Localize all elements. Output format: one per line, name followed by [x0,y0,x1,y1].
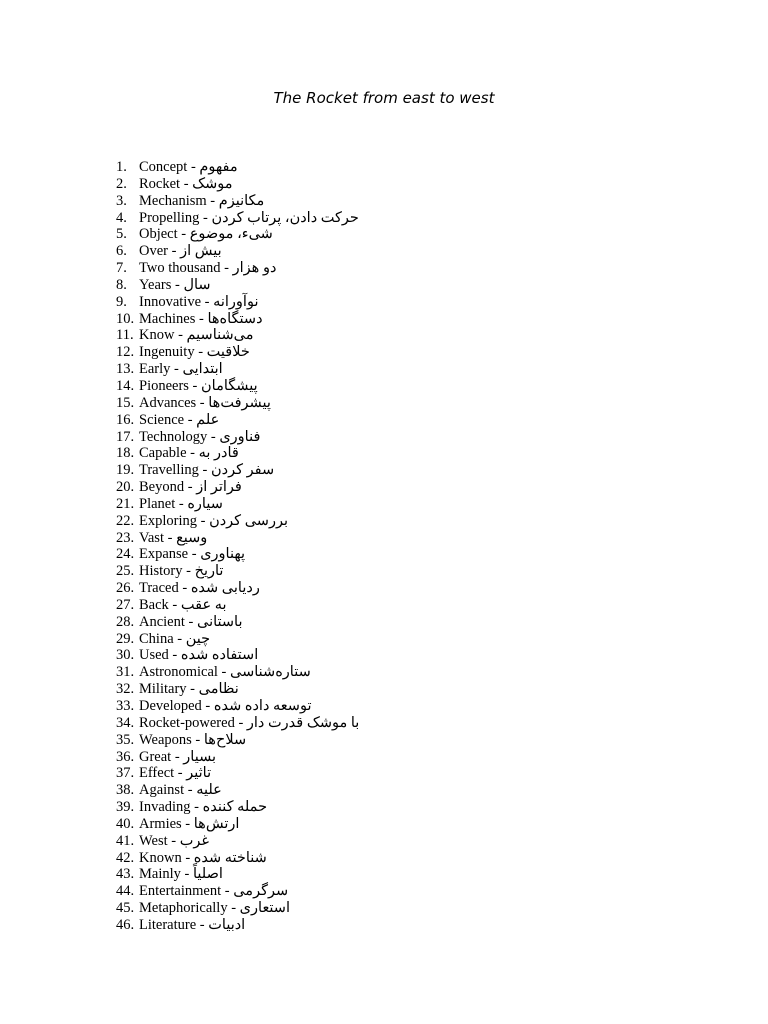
list-item [116,597,359,614]
list-item-text: Beyond - فراتر از [139,479,242,496]
list-item [116,866,359,883]
list-item-text: Science - علم [139,411,220,428]
list-item-number: 42. [116,849,135,866]
list-item-number: 26. [116,580,135,597]
list-item-number: 32. [116,681,135,698]
list-item-number: 18. [116,445,135,462]
list-item-text: Invading - حمله کننده [139,799,268,816]
list-item [116,732,359,749]
list-item-number: 38. [116,782,135,799]
vocabulary-list [116,159,359,934]
list-item-text: Concept - مفهوم [139,159,238,175]
list-item-text: Object - شیء، موضوع [139,226,273,243]
list-item-number: 1. [116,159,127,175]
list-item-number: 39. [116,799,135,816]
list-item-number: 9. [116,293,127,310]
list-item-text: Machines - دستگاه‌ها [139,310,263,327]
list-item-number: 21. [116,495,135,512]
list-item [116,749,359,766]
list-item-text: Military - نظامی [139,681,239,698]
list-item [116,243,359,260]
list-item-text: Weapons - سلاح‌ها [139,731,247,748]
list-item [116,816,359,833]
list-item-number: 45. [116,900,135,917]
list-item-text: Traced - ردیابی شده [139,580,260,597]
list-item [116,311,359,328]
list-item-text: Technology - فناوری [139,428,261,445]
list-item-number: 4. [116,209,127,226]
list-item-number: 34. [116,714,135,731]
list-item [116,462,359,479]
list-item-text: History - تاریخ [139,563,224,580]
list-item-text: Pioneers - پیشگامان [139,377,258,394]
list-item [116,681,359,698]
list-item-text: China - چین [139,630,211,647]
list-item-number: 46. [116,916,135,933]
list-item-text: Developed - توسعه داده شده [139,698,312,714]
list-item-number: 41. [116,832,135,849]
list-item-text: Mechanism - مکانیزم [139,192,265,209]
list-item [116,900,359,917]
list-item-number: 15. [116,394,135,411]
list-item-number: 8. [116,276,127,293]
list-item-number: 23. [116,529,135,546]
list-item-number: 29. [116,630,135,647]
list-item-text: Vast - وسیع [139,529,208,546]
list-item-number: 27. [116,596,135,613]
list-item [116,344,359,361]
list-item [116,513,359,530]
list-item-number: 30. [116,647,135,664]
list-item-text: Rocket - موشک [139,175,233,192]
list-item-text: Propelling - حرکت دادن، پرتاب کردن [139,209,359,226]
list-item [116,327,359,344]
document-title: The Rocket from east to west [273,89,495,107]
list-item-text: Capable - قادر به [139,445,239,462]
list-item-number: 11. [116,327,134,344]
list-item [116,277,359,294]
list-item [116,917,359,934]
list-item-text: Know - می‌شناسیم [139,327,254,344]
list-item-text: West - غرب [139,832,209,849]
list-item-number: 24. [116,546,135,563]
list-item-text: Ingenuity - خلاقیت [139,344,250,361]
list-item [116,496,359,513]
list-item-text: Great - بسیار [139,748,217,765]
list-item-number: 2. [116,175,127,192]
list-item-number: 12. [116,344,135,361]
list-item-number: 10. [116,310,135,327]
list-item-text: Advances - پیشرفت‌ها [139,394,271,411]
list-item [116,580,359,597]
list-item [116,833,359,850]
list-item [116,799,359,816]
list-item-text: Literature - ادبیات [139,916,246,933]
list-item-number: 37. [116,765,135,782]
list-item-number: 35. [116,731,135,748]
list-item [116,226,359,243]
list-item-text: Exploring - بررسی کردن [139,512,288,529]
list-item-text: Armies - ارتش‌ها [139,815,240,832]
list-item [116,378,359,395]
list-item [116,361,359,378]
list-item [116,429,359,446]
list-item [116,294,359,311]
list-item [116,445,359,462]
list-item [116,614,359,631]
list-item-text: Used - استفاده شده [139,647,259,664]
list-item-text: Over - بیش از [139,243,222,260]
list-item-number: 5. [116,226,127,243]
list-item-text: Planet - سیاره [139,495,223,512]
list-item-number: 33. [116,698,135,714]
list-item [116,546,359,563]
list-item [116,193,359,210]
list-item-number: 16. [116,411,135,428]
list-item-text: Years - سال [139,276,211,293]
list-item-text: Innovative - نوآورانه [139,293,259,310]
list-item-text: Effect - تاثیر [139,765,212,782]
list-item [116,176,359,193]
list-item-text: Against - علیه [139,782,222,799]
list-item-number: 17. [116,428,135,445]
list-item-text: Back - به عقب [139,596,227,613]
list-item [116,530,359,547]
list-item-number: 13. [116,361,135,378]
list-item-number: 44. [116,883,135,900]
list-item [116,563,359,580]
list-item [116,479,359,496]
list-item-number: 7. [116,260,127,277]
list-item-number: 22. [116,512,135,529]
list-item-number: 25. [116,563,135,580]
list-item-number: 19. [116,462,135,479]
list-item [116,782,359,799]
list-item-text: Travelling - سفر کردن [139,462,275,479]
list-item-text: Known - شناخته شده [139,849,267,866]
list-item-text: Astronomical - ستاره‌شناسی [139,664,311,681]
list-item-number: 36. [116,748,135,765]
list-item [116,765,359,782]
list-item-number: 14. [116,377,135,394]
list-item-number: 31. [116,664,135,681]
list-item-number: 28. [116,613,135,630]
list-item [116,159,359,176]
list-item-number: 40. [116,815,135,832]
list-item [116,715,359,732]
list-item-text: Metaphorically - استعاری [139,900,290,917]
list-item [116,883,359,900]
list-item-text: Rocket-powered - با موشک قدرت دار [139,714,360,731]
list-item-number: 6. [116,243,127,260]
list-item [116,631,359,648]
list-item [116,260,359,277]
list-item [116,647,359,664]
list-item-number: 20. [116,479,135,496]
list-item [116,698,359,715]
list-item-text: Ancient - باستانی [139,613,243,630]
list-item-text: Two thousand - دو هزار [139,260,277,277]
list-item [116,412,359,429]
list-item-text: Early - ابتدایی [139,361,223,378]
list-item-number: 43. [116,866,135,883]
list-item-number: 3. [116,192,127,209]
list-item [116,664,359,681]
list-item-text: Expanse - پهناوری [139,546,246,563]
list-item-text: Mainly - اصلیاً [139,866,223,883]
list-item [116,395,359,412]
list-item-text: Entertainment - سرگرمی [139,883,289,900]
list-item [116,210,359,227]
list-item [116,850,359,867]
